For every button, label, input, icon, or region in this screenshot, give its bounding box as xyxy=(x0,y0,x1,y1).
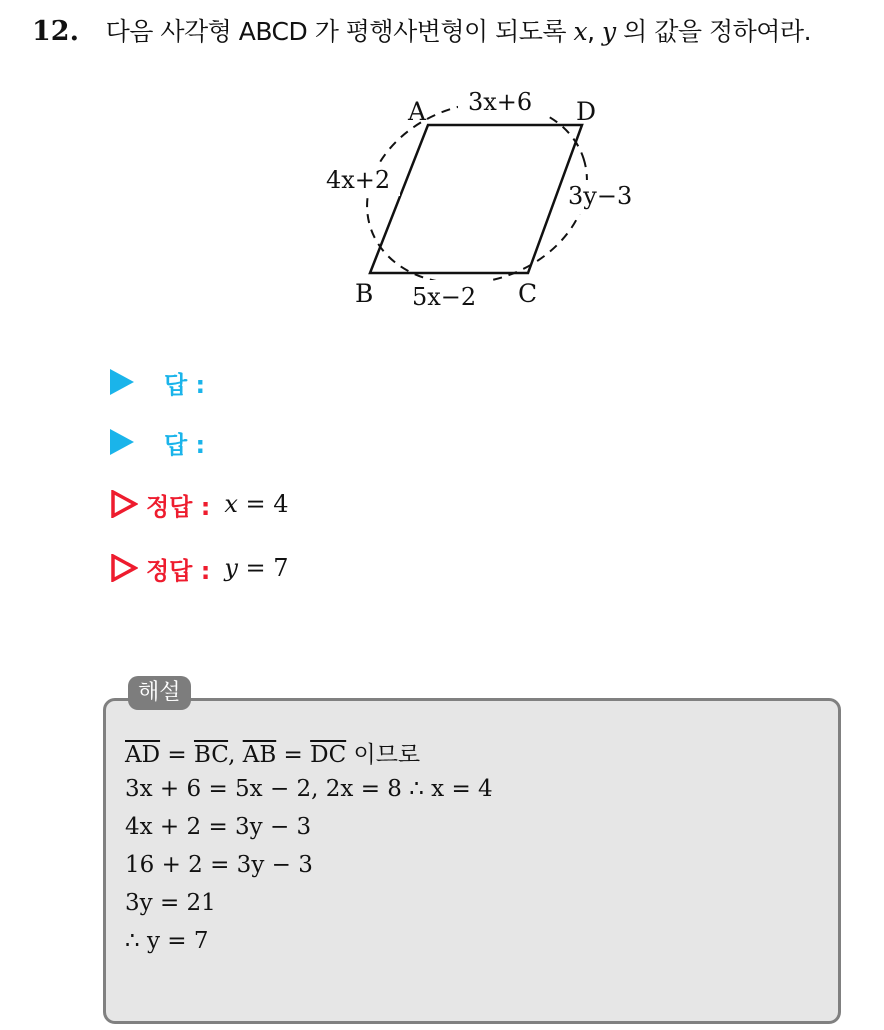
answer-label: 답 : xyxy=(164,370,206,399)
correct-answer-value xyxy=(224,490,288,518)
equals-sign: = xyxy=(276,742,311,768)
var-x: x xyxy=(573,17,588,46)
correct-answer-row-1 xyxy=(110,484,289,524)
var-y: y xyxy=(602,17,616,46)
segment-ad: $\overline{AD}$ xyxy=(125,742,161,768)
correct-answer-label: 정답 : xyxy=(146,556,211,585)
explanation-line-4: 16 + 2 = 3y − 3 xyxy=(125,852,313,878)
vertex-c: C xyxy=(518,279,538,308)
correct-answer-row-2 xyxy=(110,548,289,588)
explanation-line-3: 4x + 2 = 3y − 3 xyxy=(125,814,312,840)
explanation-line-2: 3x + 6 = 5x − 2, 2x = 8 ∴ x = 4 xyxy=(125,776,493,802)
vertex-d: D xyxy=(576,97,597,126)
separator: , xyxy=(228,742,243,768)
explanation-line-1 xyxy=(125,736,420,769)
outline-arrow-icon xyxy=(110,554,138,582)
side-ad-label: 3x+6 xyxy=(468,88,533,116)
explanation-line-5: 3y = 21 xyxy=(125,890,216,916)
answer-blank-row-1 xyxy=(110,362,205,402)
side-bc-label: 5x−2 xyxy=(412,283,477,311)
correct-answer-value xyxy=(224,554,288,582)
question-number: 12. xyxy=(32,16,79,47)
side-dc-label: 3y−3 xyxy=(568,182,633,210)
segment-bc: $\overline{BC}$ xyxy=(193,742,229,768)
answer-var-y: y xyxy=(224,554,238,582)
correct-answer-label: 정답 : xyxy=(146,492,211,521)
question-text-before: 다음 사각형 ABCD 가 평행사변형이 되도록 xyxy=(105,17,574,46)
outline-arrow-icon xyxy=(110,490,138,518)
question-text xyxy=(106,17,811,46)
answer-var-x: x xyxy=(224,490,238,518)
vertex-b: B xyxy=(355,279,374,308)
question-header xyxy=(32,12,811,48)
parallelogram-figure xyxy=(300,80,660,320)
play-arrow-icon xyxy=(110,369,134,395)
equals-sign: = xyxy=(160,742,194,768)
answer-value-y: = 7 xyxy=(237,554,289,582)
segment-ab: $\overline{AB}$ xyxy=(242,742,277,768)
segment-dc: $\overline{DC}$ xyxy=(310,742,347,768)
answer-label: 답 : xyxy=(164,430,206,459)
answer-value-x: = 4 xyxy=(237,490,289,518)
question-comma: , xyxy=(587,17,603,46)
explanation-tail: 이므로 xyxy=(346,742,421,768)
explanation-line-6: ∴ y = 7 xyxy=(125,928,209,954)
answer-blank-row-2 xyxy=(110,422,205,462)
play-arrow-icon xyxy=(110,429,134,455)
side-ab-label: 4x+2 xyxy=(326,166,391,194)
question-text-after: 의 값을 정하여라. xyxy=(615,17,812,46)
vertex-a: A xyxy=(408,97,427,126)
explanation-tab: 해설 xyxy=(128,676,191,710)
